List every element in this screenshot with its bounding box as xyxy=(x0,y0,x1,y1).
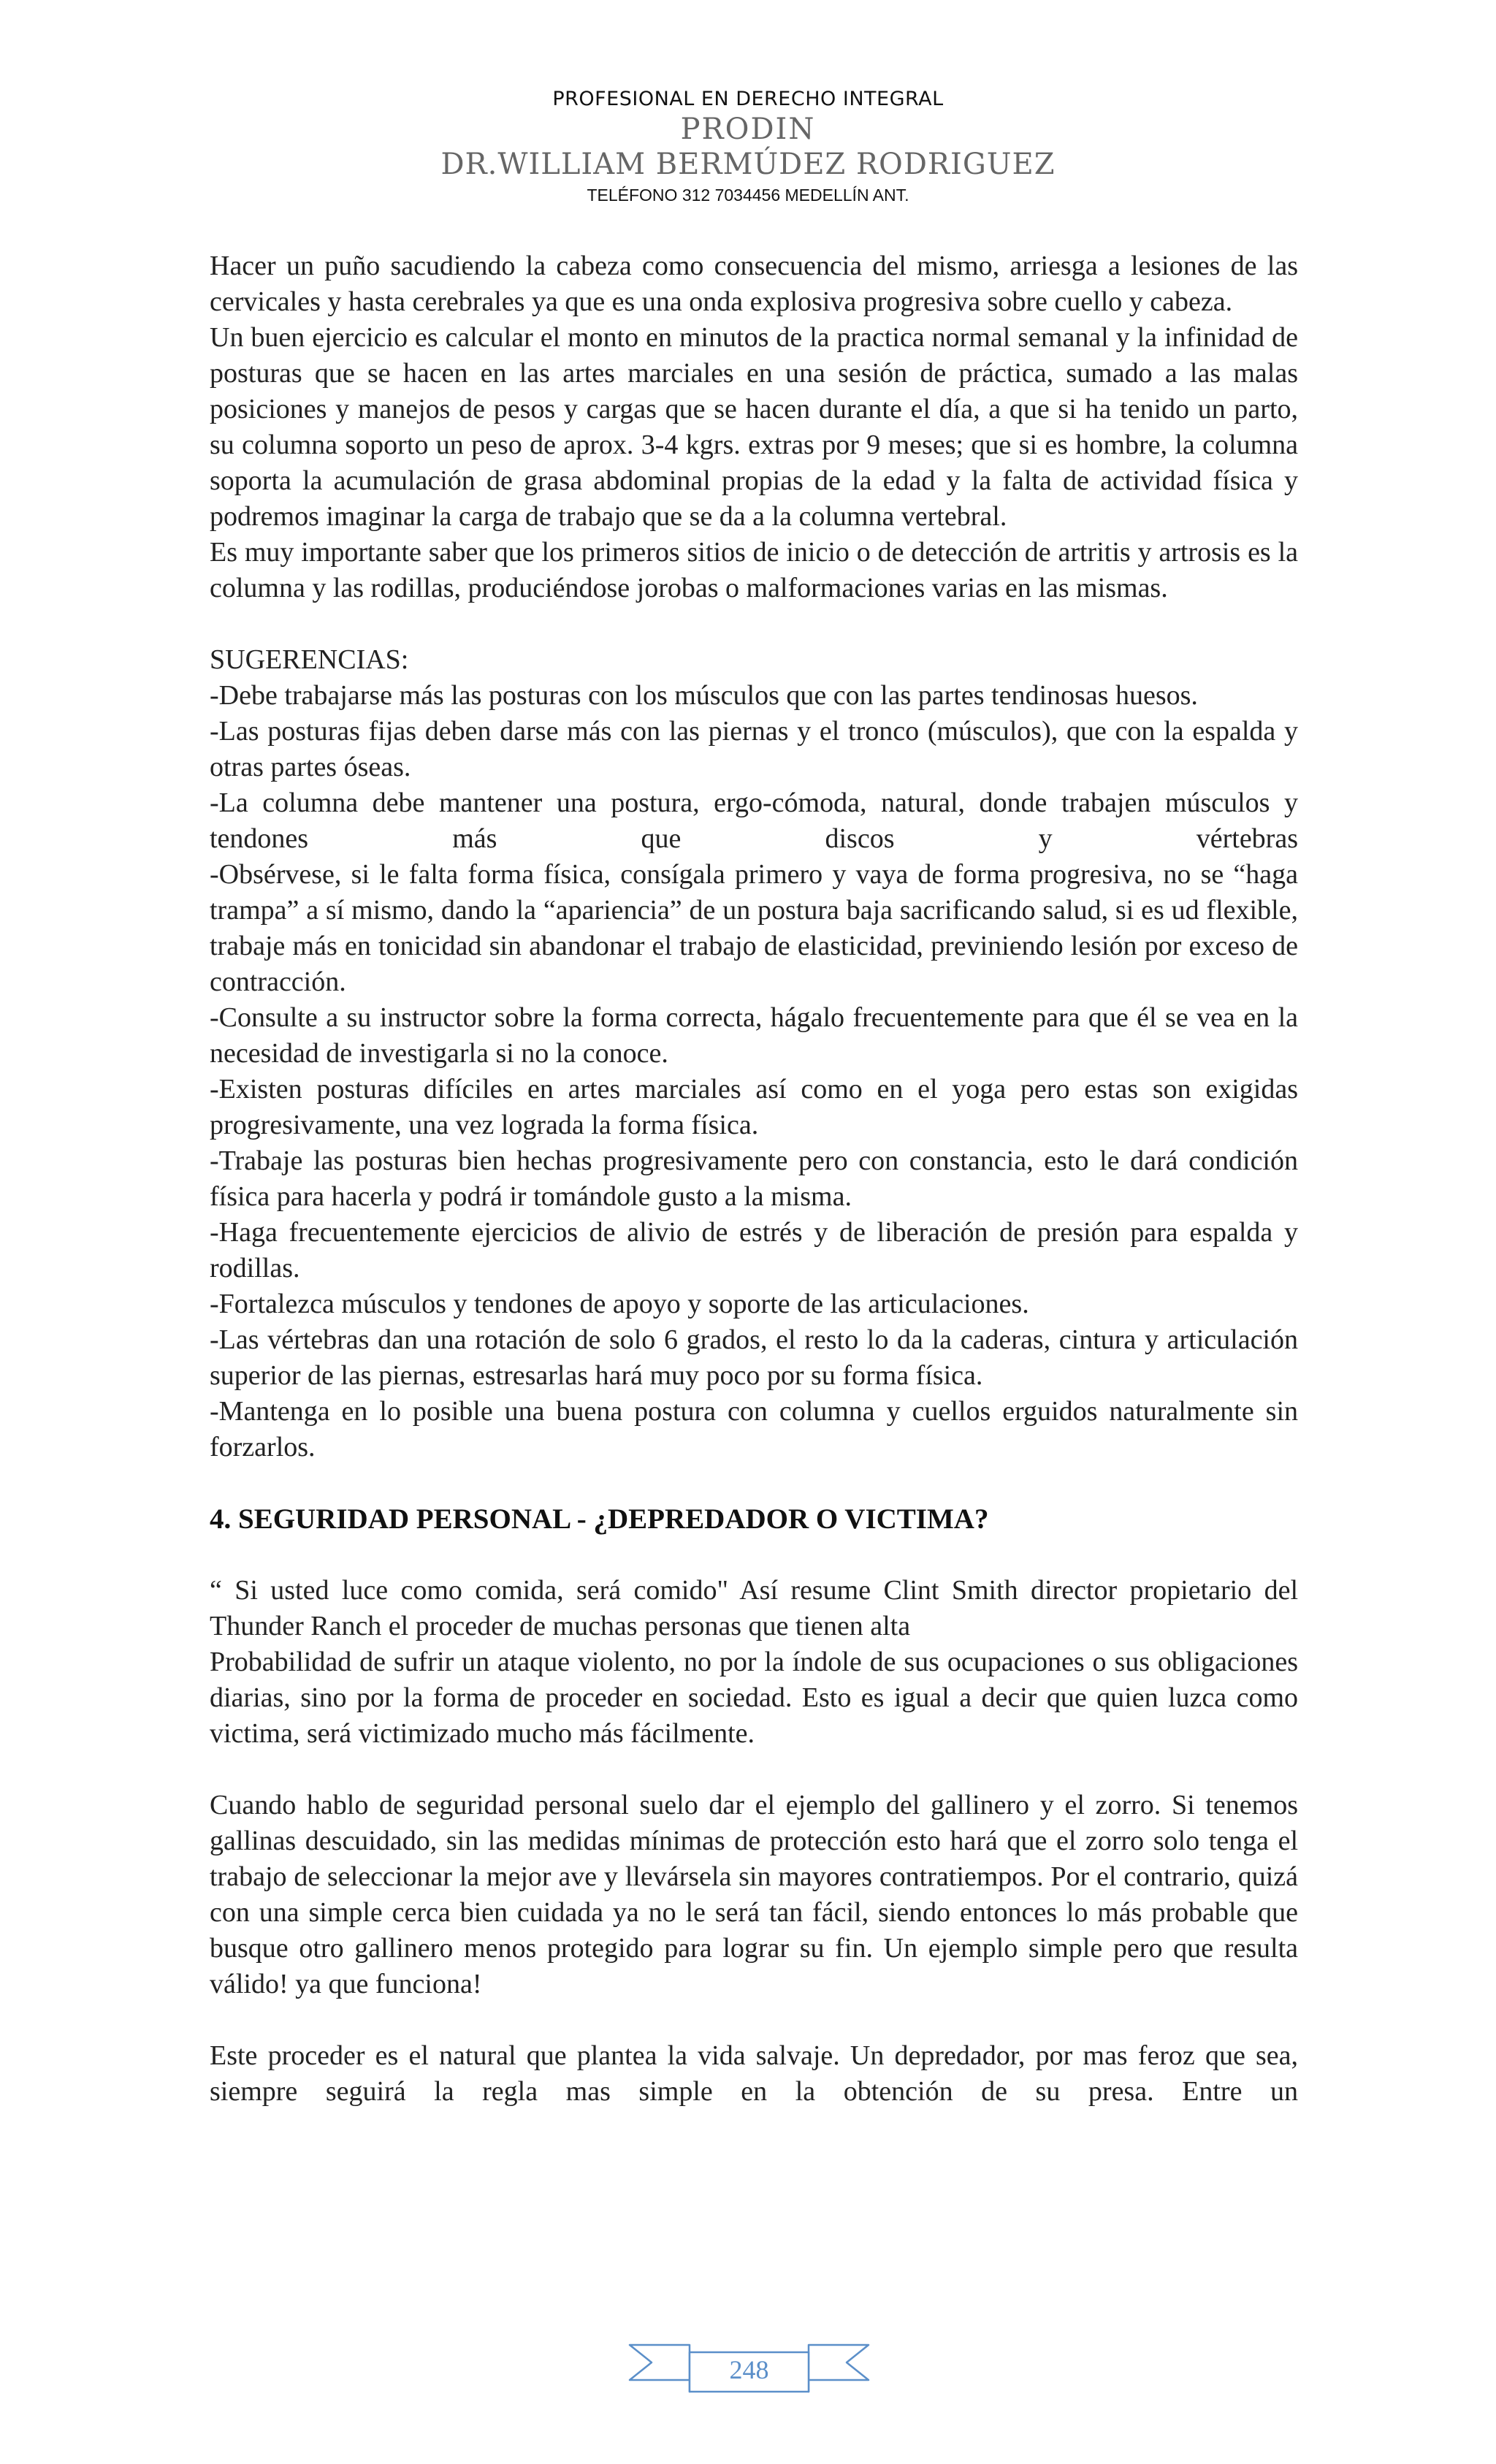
spacer xyxy=(210,606,1298,642)
body-paragraph: Probabilidad de sufrir un ataque violento, no por la índole de sus ocupaciones o sus obligaciones diarias, sino por la forma de proceder en sociedad. Esto es igual a decir que quien luzca como victima, será victimizado mucho más fácilmente. xyxy=(210,1647,1298,1749)
page-header xyxy=(0,86,1496,207)
section-heading: 4. SEGURIDAD PERSONAL - ¿DEPREDADOR O VICTIMA? xyxy=(210,1503,989,1535)
suggestion-item: -La columna debe mantener una postura, ergo-cómoda, natural, donde trabajen músculos y tendones más que discos y vértebras xyxy=(210,787,1298,854)
page-number: 248 xyxy=(729,2355,769,2384)
body-paragraph: Es muy importante saber que los primeros sitios de inicio o de detección de artritis y artrosis es la columna y las rodillas, produciéndose jorobas o malformaciones varias en las mismas. xyxy=(210,537,1298,603)
body-paragraph: Cuando hablo de seguridad personal suelo dar el ejemplo del gallinero y el zorro. Si tenemos gallinas descuidado, sin las medidas mínimas de protección esto hará que el zorro solo tenga el trabajo de seleccionar la mejor ave y llevársela sin mayores contratiempos. Por el contrario, quizá con una simple cerca bien cuidada ya no le será tan fácil, siendo entonces lo más probable que busque otro gallinero menos protegido para lograr su fin. Un ejemplo simple pero que resulta válido! ya que funciona! xyxy=(210,1790,1298,1999)
spacer xyxy=(210,1465,1298,1501)
spacer xyxy=(210,2002,1298,2038)
spacer xyxy=(210,1752,1298,1788)
suggestion-item: -Fortalezca músculos y tendones de apoyo y soporte de las articulaciones. xyxy=(210,1289,1029,1319)
body-paragraph: Hacer un puño sacudiendo la cabeza como consecuencia del mismo, arriesga a lesiones de las cervicales y hasta cerebrales ya que es una onda explosiva progresiva sobre cuello y cabeza. xyxy=(210,251,1298,317)
spacer xyxy=(210,1537,1298,1573)
header-subtitle: PROFESIONAL EN DERECHO INTEGRAL xyxy=(552,88,944,110)
header-contact: TELÉFONO 312 7034456 MEDELLÍN ANT. xyxy=(587,186,909,205)
suggestion-item: -Mantenga en lo posible una buena postura con columna y cuellos erguidos naturalmente sin forzarlos. xyxy=(210,1396,1298,1462)
document-body xyxy=(210,248,1298,2110)
header-author: DR.WILLIAM BERMÚDEZ RODRIGUEZ xyxy=(440,148,1056,181)
suggestion-item: -Trabaje las posturas bien hechas progresivamente pero con constancia, esto le dará condición física para hacerla y podrá ir tomándole gusto a la misma. xyxy=(210,1145,1298,1212)
body-paragraph: Este proceder es el natural que plantea la vida salvaje. Un depredador, por mas feroz que sea, siempre seguirá la regla mas simple en la obtención de su presa. Entre un xyxy=(210,2040,1298,2107)
suggestion-item: -Debe trabajarse más las posturas con los músculos que con las partes tendinosas huesos. xyxy=(210,680,1198,711)
body-paragraph: “ Si usted luce como comida, será comido" Así resume Clint Smith director propietario del Thunder Ranch el proceder de muchas personas que tienen alta xyxy=(210,1575,1298,1641)
suggestion-item: -Las vértebras dan una rotación de solo 6 grados, el resto lo da la caderas, cintura y articulación superior de las piernas, estresarlas hará muy poco por su forma física. xyxy=(210,1324,1298,1391)
body-paragraph: Un buen ejercicio es calcular el monto en minutos de la practica normal semanal y la infinidad de posturas que se hacen en las artes marciales en una sesión de práctica, sumado a las malas posiciones y manejos de pesos y cargas que se hacen durante el día, a que si ha tenido un parto, su columna soporto un peso de aprox. 3-4 kgrs. extras por 9 meses; que si es hombre, la columna soporta la acumulación de grasa abdominal propias de la edad y la falta de actividad física y podremos imaginar la carga de trabajo que se da a la columna vertebral. xyxy=(210,322,1298,532)
suggestion-item: -Obsérvese, si le falta forma física, consígala primero y vaya de forma progresiva, no se “haga trampa” a sí mismo, dando la “apariencia” de un postura baja sacrificando salud, si es ud flexible, trabaje más en tonicidad sin abandonar el trabajo de elasticidad, previniendo lesión por exceso de contracción. xyxy=(210,859,1298,997)
suggestion-item: -Las posturas fijas deben darse más con las piernas y el tronco (músculos), que con la espalda y otras partes óseas. xyxy=(210,716,1298,782)
suggestions-title: SUGERENCIAS: xyxy=(210,644,409,675)
header-brand: PRODIN xyxy=(680,112,816,146)
suggestion-item: -Consulte a su instructor sobre la forma correcta, hágalo frecuentemente para que él se vea en la necesidad de investigarla si no la conoce. xyxy=(210,1002,1298,1069)
page-footer xyxy=(627,2335,871,2405)
suggestion-item: -Existen posturas difíciles en artes marciales así como en el yoga pero estas son exigidas progresivamente, una vez lograda la forma física. xyxy=(210,1074,1298,1140)
suggestion-item: -Haga frecuentemente ejercicios de alivio de estrés y de liberación de presión para espalda y rodillas. xyxy=(210,1217,1298,1284)
